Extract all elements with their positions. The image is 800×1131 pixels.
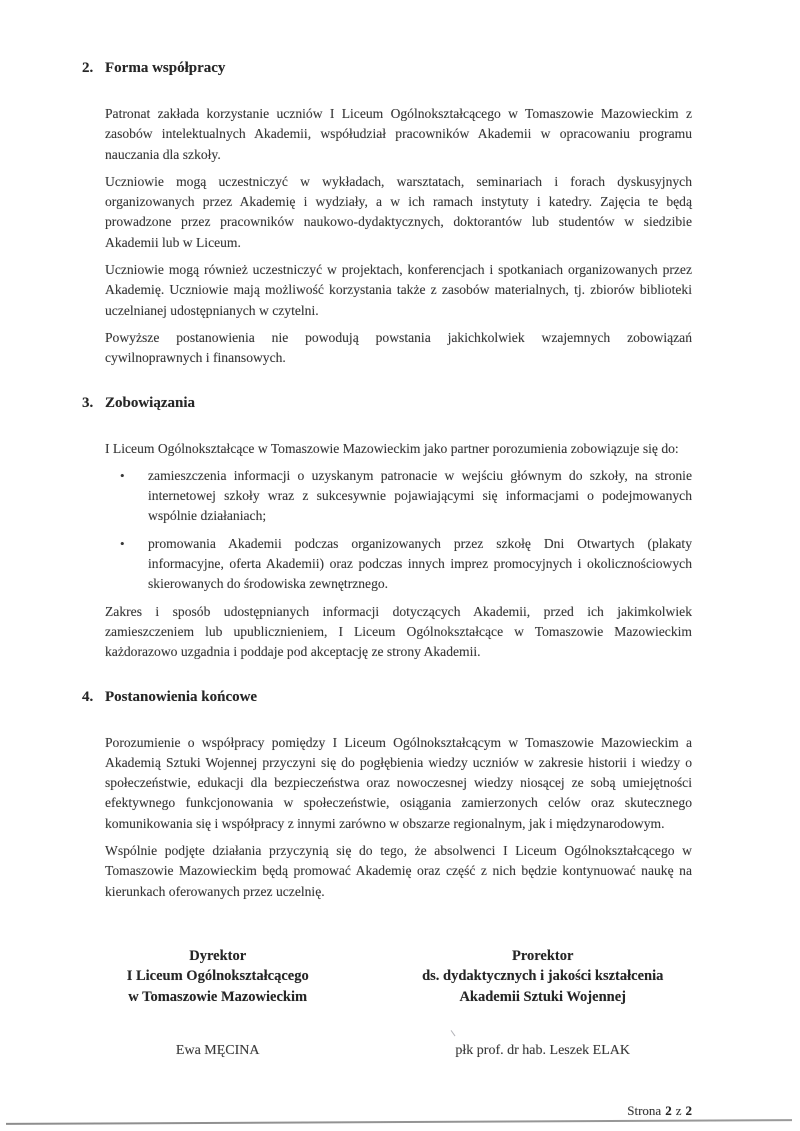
heading-title: Postanowienia końcowe: [105, 688, 258, 705]
bullet-marker: •: [120, 535, 125, 551]
bullet-item: [105, 466, 692, 527]
section-postanowienia-koncowe: [82, 687, 692, 902]
signature-block: [82, 946, 692, 1008]
paragraph: Patronat zakłada korzystanie uczniów I Liceum Ogólnokształcącego w Tomaszowie Mazowieckim z zasobów intelektualnych Akademii, współudział pracowników Akademii w opracowaniu programu nauczania dla szkoły.: [105, 106, 692, 162]
bullet-marker: •: [120, 467, 125, 483]
signature-title-left: [82, 946, 353, 1008]
footer-page-total: 2: [685, 1103, 692, 1119]
paragraph: Powyższe postanowienia nie powodują powstania jakichkolwiek wzajemnych zobowiązań cywilnoprawnych i finansowych.: [105, 329, 692, 366]
signature-title-line: ds. dydaktycznych i jakości kształcenia: [422, 968, 664, 985]
footer-page-number: 2: [665, 1103, 672, 1119]
paragraph: Wspólnie podjęte działania przyczynią się do tego, że absolwenci I Liceum Ogólnokształcącego w Tomaszowie Mazowieckim będą promować Akademię oraz część z nich będzie kontynuować naukę na kierunkach oferowanych przez uczelnię.: [105, 843, 692, 899]
signature-title-line: I Liceum Ogólnokształcącego: [126, 968, 309, 985]
heading-title: Forma współpracy: [105, 60, 226, 76]
heading-number: 4.: [82, 688, 94, 705]
signature-name-left: Ewa MĘCINA: [175, 1043, 260, 1059]
heading-number: 2.: [82, 60, 94, 76]
signature-names: [82, 1043, 692, 1059]
paragraph: Uczniowie mogą uczestniczyć w wykładach, warsztatach, seminariach i forach dyskusyjnych organizowanych przez Akademię i wydziały, a w ich ramach instytuty i katedry. Zajęcia te będą prowadzone przez pracowników naukowo-dydaktycznych, doktorantów lub studentów w siedzibie Akademii lub w Liceum.: [105, 173, 692, 250]
section-heading: [82, 58, 692, 79]
section-heading: [82, 393, 692, 414]
paragraph: I Liceum Ogólnokształcące w Tomaszowie Mazowieckim jako partner porozumienia zobowiązuje się do:: [105, 440, 679, 456]
signature-title-line: w Tomaszowie Mazowieckim: [128, 988, 308, 1005]
signature-title-line: Akademii Sztuki Wojennej: [459, 988, 626, 1005]
paragraph: Uczniowie mogą również uczestniczyć w projektach, konferencjach i spotkaniach organizowanych przez Akademię. Uczniowie mają możliwość korzystania także z zasobów materialnych, tj. zbiorów biblioteki uczelnianej udostępnianych w czytelni.: [105, 262, 692, 318]
heading-number: 3.: [82, 394, 94, 411]
footer-label: Strona: [627, 1103, 662, 1119]
paragraph: Zakres i sposób udostępnianych informacji dotyczących Akademii, przed ich jakimkolwiek zamieszczeniem lub upublicznieniem, I Liceum Ogólnokształcące w Tomaszowie Mazowieckim każdorazowo uzgadnia i poddaje pod akceptację ze strony Akademii.: [105, 603, 692, 660]
bullet-item: [105, 534, 692, 595]
paragraph: Porozumienie o współpracy pomiędzy I Liceum Ogólnokształcącym w Tomaszowie Mazowieckim a Akademią Sztuki Wojennej przyczyni się do pogłębienia wiedzy uczniów w zakresie historii i wiedzy o społeczeństwie, edukacji dla bezpieczeństwa oraz nowoczesnej wiedzy niosącej ze sobą umiejętności efektywnego funkcjonowania w społeczeństwie, osiągania zamierzonych celów oraz skutecznego komunikowania się i współpracy z innymi zarówno w obszarze regionalnym, jak i międzynarodowym.: [105, 734, 692, 831]
section-zobowiazania: [82, 393, 692, 663]
heading-title: Zobowiązania: [105, 394, 196, 411]
bullet-list: [105, 466, 692, 595]
signature-title-right: [393, 946, 692, 1008]
bullet-text: zamieszczenia informacji o uzyskanym patronacie w wejściu głównym do szkoły, na stronie internetowej szkoły wraz z sukcesywnie pojawiającymi się informacjami o podejmowanych wspólnie działaniach;: [148, 467, 692, 524]
signature-title-line: Prorektor: [511, 947, 574, 964]
bullet-text: promowania Akademii podczas organizowanych przez szkołę Dni Otwartych (plakaty informacyjne, oferta Akademii) oraz podczas innych imprez promocyjnych i okolicznościowych skierowanych do środowiska zewnętrznego.: [148, 535, 692, 592]
signature-name-right: płk prof. dr hab. Leszek ELAK: [455, 1043, 630, 1059]
section-forma-wspolpracy: [82, 58, 692, 369]
footer-of-label: z: [675, 1103, 682, 1119]
signature-title-line: Dyrektor: [189, 947, 247, 964]
page-footer: [82, 1103, 692, 1119]
section-heading: [82, 687, 692, 708]
